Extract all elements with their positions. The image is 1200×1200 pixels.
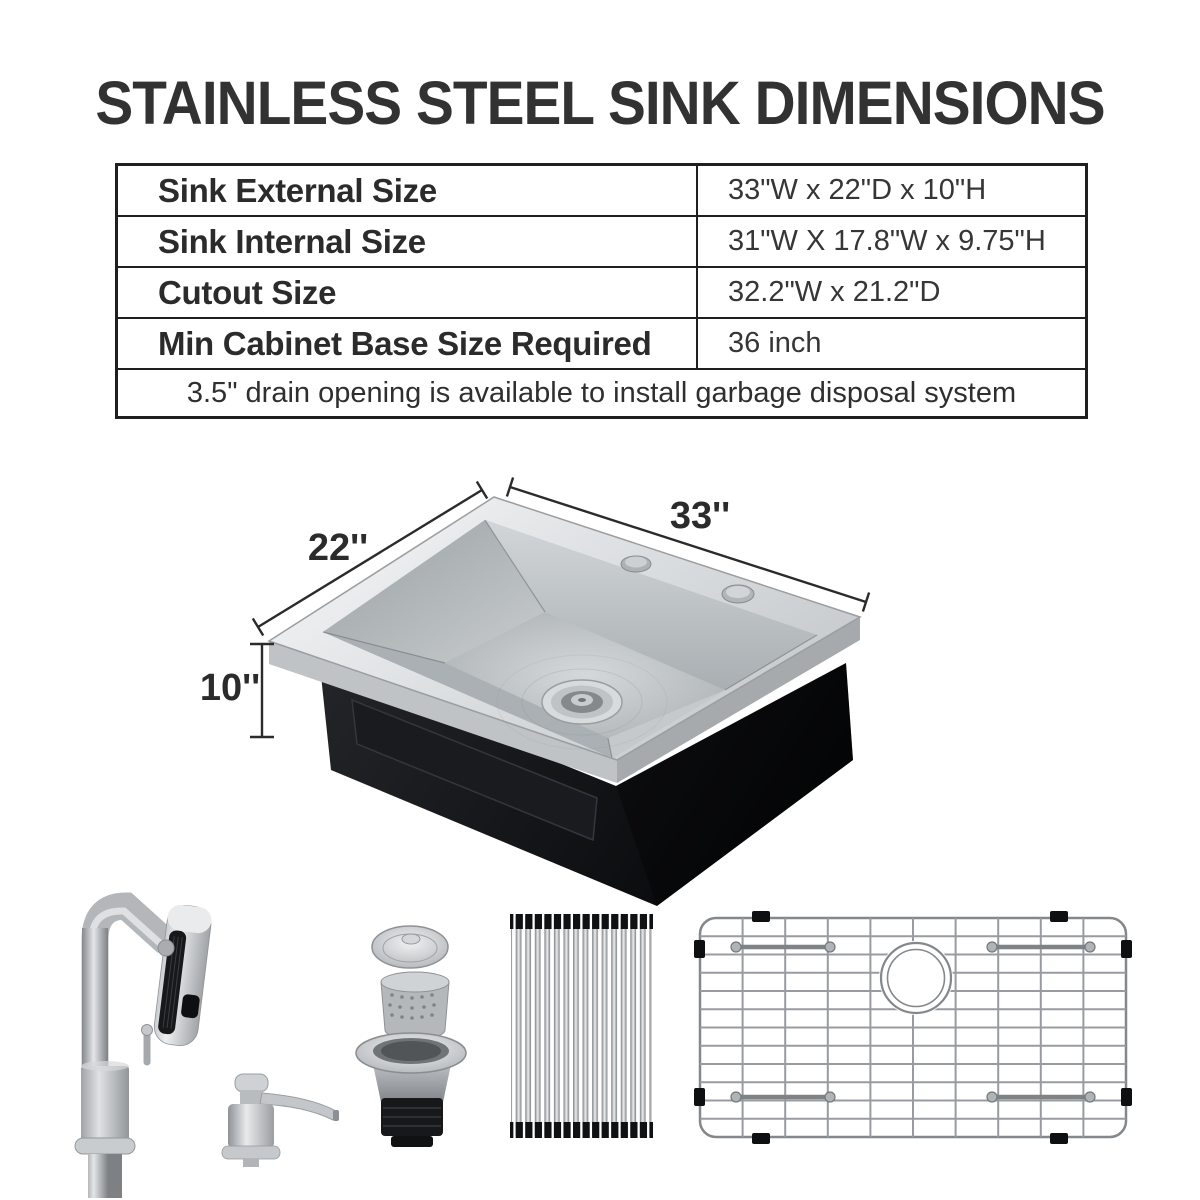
faucet-base [75, 1061, 135, 1198]
bowl-drain [542, 680, 622, 724]
page-title: STAINLESS STEEL SINK DIMENSIONS [95, 69, 1105, 137]
row-value: 31"W X 17.8"W x 9.75"H [728, 225, 1046, 257]
strainer-basket [381, 972, 449, 1039]
faucet-handle [142, 1025, 153, 1063]
row-value: 36 inch [728, 327, 822, 359]
table-note: 3.5" drain opening is available to install garbage disposal system [118, 368, 1085, 416]
height-dimension-label: 10'' [199, 667, 261, 709]
width-dimension-label: 33'' [669, 495, 731, 537]
row-label: Sink External Size [118, 166, 698, 215]
strainer-lid [372, 926, 448, 968]
depth-dimension-label: 22'' [307, 527, 369, 569]
roll-up-rack-illustration [510, 914, 653, 1138]
faucet-illustration [75, 903, 213, 1198]
row-label: Min Cabinet Base Size Required [118, 319, 698, 368]
row-value: 32.2"W x 21.2"D [728, 276, 941, 308]
row-value: 33"W x 22"D x 10"H [728, 174, 987, 206]
row-label: Sink Internal Size [118, 217, 698, 266]
bottom-grid-illustration [694, 911, 1132, 1144]
drain-strainer-illustration [356, 926, 466, 1147]
row-label: Cutout Size [118, 268, 698, 317]
grid-drain-hole [879, 941, 953, 1015]
strainer-body [356, 1033, 466, 1147]
soap-dispenser-illustration [222, 1074, 339, 1167]
